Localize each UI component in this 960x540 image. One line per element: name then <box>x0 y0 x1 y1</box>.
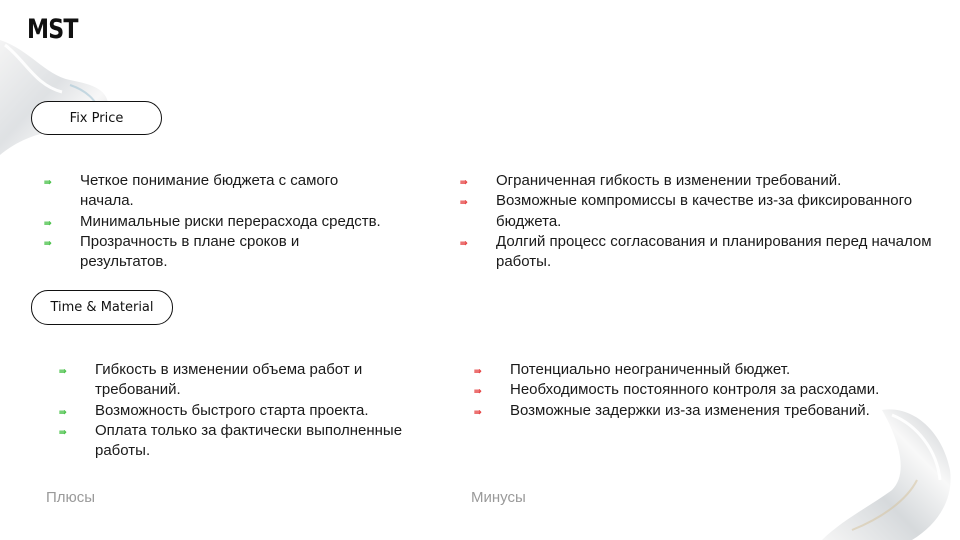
list-item-text: Долгий процесс согласования и планирования перед началом работы. <box>496 232 932 271</box>
list-item <box>59 360 415 401</box>
fix-price-pros-list <box>44 171 384 272</box>
list-item <box>474 360 914 380</box>
list-item-text: Возможность быстрого старта проекта. <box>95 401 369 419</box>
glass-decoration-top-left <box>0 30 120 160</box>
list-item <box>460 171 954 191</box>
fix-price-pill: Fix Price <box>31 101 162 135</box>
arrow-right-icon: ⇛ <box>44 177 52 187</box>
pros-footer-label: Плюсы <box>46 489 96 506</box>
arrow-right-icon: ⇛ <box>474 366 482 376</box>
list-item <box>44 232 384 273</box>
list-item <box>44 171 384 212</box>
time-material-pill: Time & Material <box>31 290 173 325</box>
arrow-right-icon: ⇛ <box>59 426 67 437</box>
list-item-text: Возможные задержки из-за изменения требований. <box>510 401 870 419</box>
arrow-right-icon: ⇛ <box>44 217 52 228</box>
arrow-right-icon: ⇛ <box>460 237 468 248</box>
list-item <box>474 380 914 400</box>
list-item <box>59 401 415 421</box>
arrow-right-icon: ⇛ <box>59 406 67 417</box>
arrow-right-icon: ⇛ <box>460 197 468 208</box>
arrow-right-icon: ⇛ <box>59 366 67 376</box>
arrow-right-icon: ⇛ <box>474 386 482 397</box>
glass-decoration-bottom-right <box>812 400 960 540</box>
list-item-text: Четкое понимание бюджета с самого начала. <box>80 172 339 210</box>
list-item-text: Оплата только за фактически выполненные работы. <box>95 421 403 460</box>
list-item-text: Потенциально неограниченный бюджет. <box>510 361 791 378</box>
list-item <box>59 421 415 462</box>
arrow-right-icon: ⇛ <box>474 406 482 417</box>
list-item-text: Возможные компромиссы в качестве из-за фиксированного бюджета. <box>496 192 913 230</box>
list-item-text: Минимальные риски перерасхода средств. <box>80 212 381 230</box>
arrow-right-icon: ⇛ <box>460 177 468 187</box>
time-material-cons-list <box>474 360 914 421</box>
list-item <box>460 232 954 273</box>
list-item <box>460 191 954 232</box>
list-item <box>474 401 914 421</box>
list-item <box>44 212 384 232</box>
cons-footer-label: Минусы <box>471 489 526 506</box>
list-item-text: Необходимость постоянного контроля за расходами. <box>510 381 880 399</box>
list-item-text: Прозрачность в плане сроков и результатов. <box>80 232 300 271</box>
list-item-text: Гибкость в изменении объема работ и требований. <box>95 361 363 399</box>
list-item-text: Ограниченная гибкость в изменении требований. <box>496 172 842 189</box>
arrow-right-icon: ⇛ <box>44 237 52 248</box>
fix-price-cons-list <box>460 171 954 272</box>
brand-logo: MST <box>27 14 78 45</box>
time-material-pros-list <box>59 360 415 461</box>
